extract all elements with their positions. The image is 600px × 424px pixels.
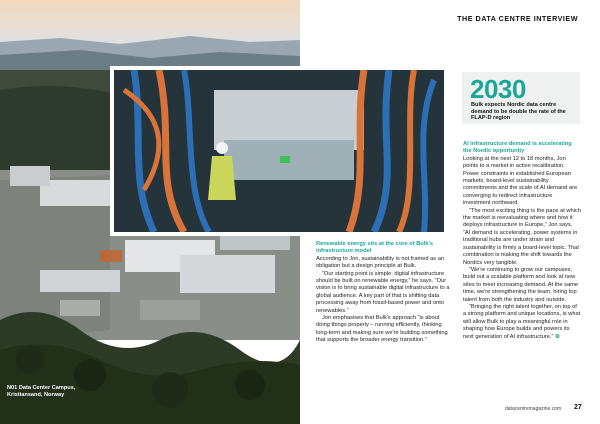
section-header: THE DATA CENTRE INTERVIEW [457,14,578,23]
photo-caption [7,385,157,399]
section-heading: Renewable energy sits at the core of Bulk's infrastructure model [316,241,434,255]
paragraph: “The most exciting thing is the pace at which the market is reevaluating where and how it deploys infrastructure in Europe,” Jon says. “AI demand is accelerating, power systems in traditional hubs are under strain and sustainability is firmly a board-level topic. That combination is making the shift towards the Nordics very tangible. [463,207,581,266]
stat-callout [462,72,580,124]
stat-description: Bulk expects Nordic data centre demand to be double the rate of the FLAP-D region [471,102,566,122]
data-hall-cables-photo [110,66,448,236]
end-mark-icon: ⚙ [555,333,561,340]
paragraph: “Our starting point is simple: digital infrastructure should be built on renewable energy,” he says. “Our vision is to bring sustainable digital infrastructure to a global audience. A key part of that is shifting data processing away from fossil-based power and onto renewables.” [316,270,450,314]
article-column-right [463,141,581,341]
paragraph-final [463,304,581,341]
paragraph: Looking at the next 12 to 18 months, Jon points to a market in active recalibration. Power constraints in established European markets, board-level sustainability commitments and the scale of AI demand are converging to redirect infrastructure investment northward. [463,155,578,207]
paragraph: According to Jon, sustainability is not framed as an obligation but a design principle at Bulk. [316,255,445,270]
paragraph-text: “Bringing the right talent together, on top of a strong platform and unique locations, is what will allow Bulk to play a meaningful role in shaping how Europe builds and powers its next generation of AI infrastructure.” [463,303,581,340]
footer-url: datacentremagazine.com [505,406,562,412]
stat-number: 2030 [470,74,526,104]
article-column-middle [316,241,454,345]
caption-line-2: Kristiansand, Norway [7,392,65,398]
caption-line-1: N01 Data Center Campus, [7,385,76,391]
section-heading: AI infrastructure demand is accelerating the Nordic opportunity [463,141,572,155]
paragraph: “We're continuing to grow our campuses, build out a scalable platform and look at new sites to meet increasing demand. At the same time, we're strengthening the team, hiring top talent from both the industry and outside. [463,266,579,303]
paragraph: Jon emphasises that Bulk's approach “is about doing things properly – running efficiently, thinking long-term and making sure we're building something that supports the broader energy transition.” [316,315,448,344]
page-number: 27 [574,404,582,411]
